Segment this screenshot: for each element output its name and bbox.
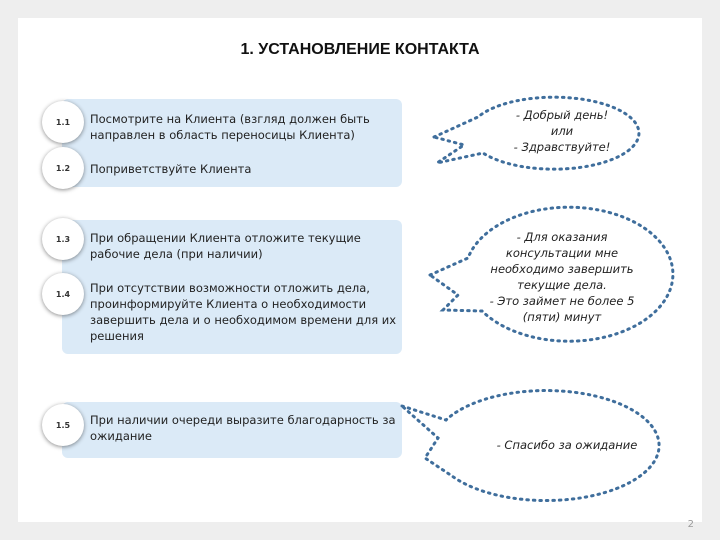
step-text: При обращении Клиента отложите текущие рабочие дела (при наличии) (90, 231, 361, 261)
speech-bubble-3-text: - Спасибо за ожидание (496, 438, 638, 452)
step-text: Поприветствуйте Клиента (90, 162, 252, 176)
step-number-badge: 1.2 (42, 147, 84, 189)
step-number-badge: 1.4 (42, 273, 84, 315)
page-number: 2 (687, 519, 694, 530)
step-number-badge: 1.5 (42, 404, 84, 446)
speech-bubble-2-text: - Для оказания консультации мне необходимо завершить текущие дела. - Это займет не более 5 (пяти) минут (489, 230, 635, 324)
step-number-badge: 1.3 (42, 218, 84, 260)
step-number-badge: 1.1 (42, 101, 84, 143)
step-text: При наличии очереди выразите благодарность за ожидание (90, 413, 396, 443)
step-text: При отсутствии возможности отложить дела, проинформируйте Клиента о необходимости завершить дела и о необходимом времени для их решения (90, 281, 397, 343)
speech-bubble-1-text: - Добрый день! или - Здравствуйте! (513, 108, 611, 154)
step-text: Посмотрите на Клиента (взгляд должен быть направлен в область переносицы Клиента) (90, 112, 370, 142)
slide-title: 1. УСТАНОВЛЕНИЕ КОНТАКТА (240, 41, 480, 58)
